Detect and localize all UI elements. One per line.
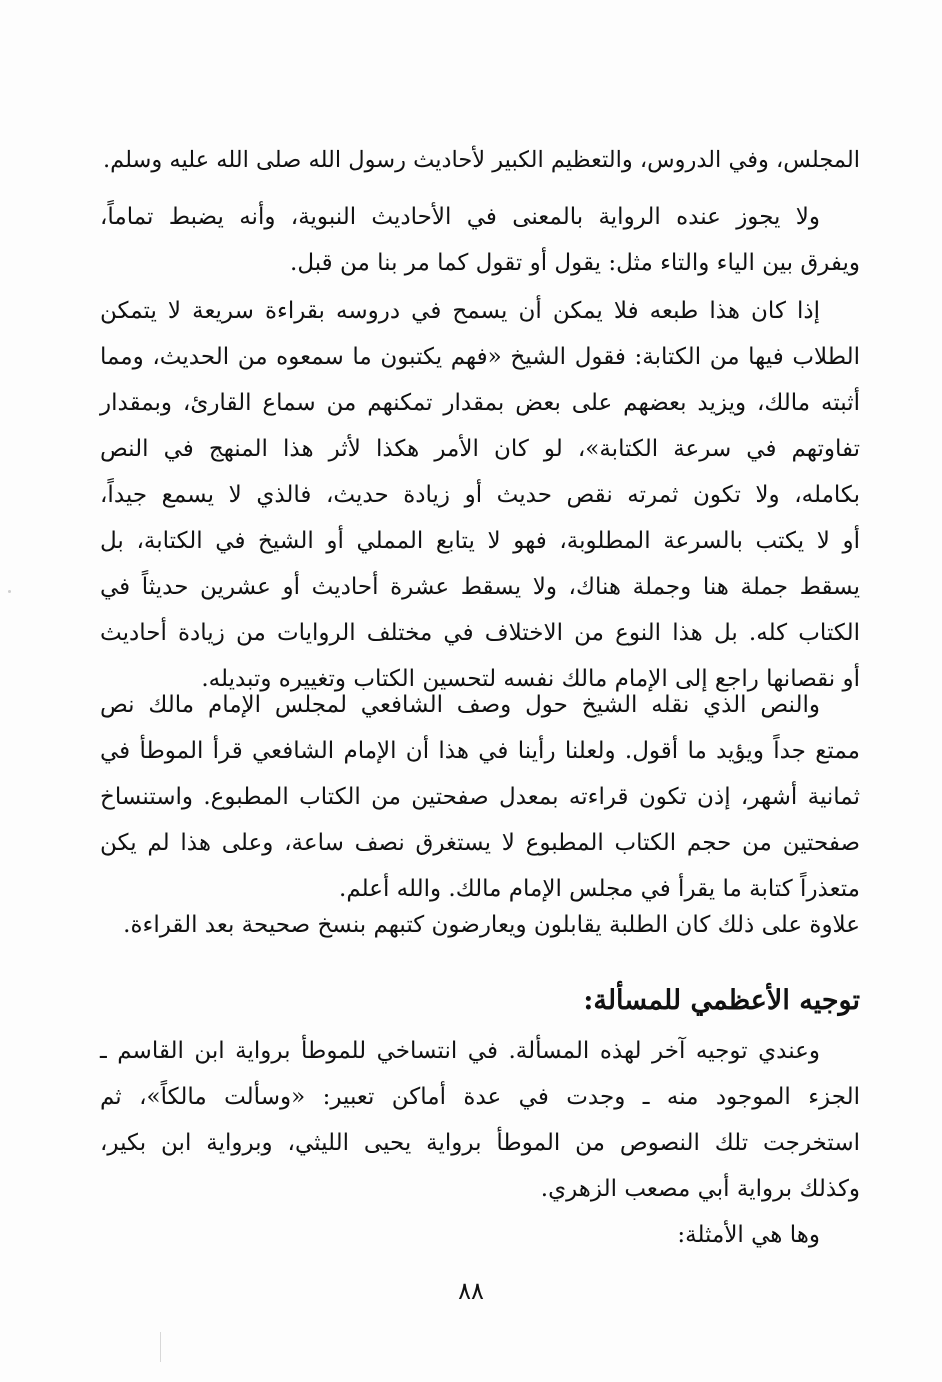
paragraph-azami-view bbox=[100, 1028, 860, 1212]
text-line: المجلس، وفي الدروس، والتعظيم الكبير لأحاديث رسول الله صلى الله عليه وسلم. bbox=[102, 147, 860, 173]
text-line: وها هي الأمثلة: bbox=[677, 1222, 820, 1248]
paragraph-continuation bbox=[100, 137, 860, 183]
text-line: يسقط جملة هنا وجملة هناك، ولا يسقط عشرة أحاديث أو عشرين حديثاً في bbox=[100, 574, 860, 600]
page-number: ٨٨ bbox=[458, 1277, 484, 1305]
text-line: تفاوتهم في سرعة الكتابة»، لو كان الأمر هكذا لأثر هذا المنهج في النص bbox=[100, 436, 860, 462]
text-line: أثبته مالك، ويزيد بعضهم على بعض بمقدار تمكنهم من سماع القارئ، وبمقدار bbox=[100, 390, 860, 416]
text-line: ولا يجوز عنده الرواية بالمعنى في الأحاديث النبوية، وأنه يضبط تماماً، bbox=[100, 204, 820, 230]
text-line: ممتع جداً ويؤيد ما أقول. ولعلنا رأينا في هذا أن الإمام الشافعي قرأ الموطأ في bbox=[100, 738, 860, 764]
text-line: وعندي توجيه آخر لهذه المسألة. في انتساخي للموطأ برواية ابن القاسم ـ bbox=[100, 1038, 820, 1064]
paragraph-collation bbox=[100, 902, 860, 948]
text-line: إذا كان هذا طبعه فلا يمكن أن يسمح في دروسه بقراءة سريعة لا يتمكن bbox=[100, 298, 820, 324]
text-line: استخرجت تلك النصوص من الموطأ برواية يحيى الليثي، وبرواية ابن بكير، bbox=[100, 1130, 860, 1156]
paragraph-shafii-description bbox=[100, 682, 860, 912]
text-line: الطلاب فيها من الكتابة: فقول الشيخ «فهم يكتبون ما سمعوه من الحديث، ومما bbox=[100, 344, 860, 370]
paragraph-examples-intro bbox=[100, 1212, 860, 1258]
paragraph-narration-rule bbox=[100, 194, 860, 286]
text-line: الجزء الموجود منه ـ وجدت في عدة أماكن تعبير: «وسألت مالكاً»، ثم bbox=[100, 1084, 860, 1110]
text-line: والنص الذي نقله الشيخ حول وصف الشافعي لمجلس الإمام مالك نص bbox=[100, 692, 820, 718]
section-heading: توجيه الأعظمي للمسألة: bbox=[583, 985, 860, 1016]
text-line: أو لا يكتب بالسرعة المطلوبة، فهو لا يتابع المملي أو الشيخ في الكتابة، بل bbox=[100, 528, 860, 554]
scan-speck bbox=[8, 590, 11, 593]
paragraph-reading-speed bbox=[100, 288, 860, 702]
text-line: الكتاب كله. بل هذا النوع من الاختلاف في مختلف الروايات من زيادة أحاديث bbox=[100, 620, 860, 646]
text-line: ثمانية أشهر، إذن تكون قراءته بمعدل صفحتين من الكتاب المطبوع. واستنساخ bbox=[100, 784, 860, 810]
text-line: علاوة على ذلك كان الطلبة يقابلون ويعارضون كتبهم بنسخ صحيحة بعد القراءة. bbox=[123, 912, 860, 938]
text-line: متعذراً كتابة ما يقرأ في مجلس الإمام مالك. والله أعلم. bbox=[339, 876, 860, 902]
text-line: ويفرق بين الياء والتاء مثل: يقول أو تقول كما مر بنا من قبل. bbox=[290, 250, 860, 276]
text-line: بكامله، ولا تكون ثمرته نقص حديث أو زيادة حديث، فالذي لا يسمع جيداً، bbox=[100, 482, 860, 508]
text-line: صفحتين من حجم الكتاب المطبوع لا يستغرق نصف ساعة، وعلى هذا لم يكن bbox=[100, 830, 860, 856]
text-line: وكذلك برواية أبي مصعب الزهري. bbox=[540, 1176, 860, 1202]
text-line: أو نقصانها راجع إلى الإمام مالك نفسه لتحسين الكتاب وتغييره وتبديله. bbox=[201, 666, 860, 692]
scan-artifact-line bbox=[160, 1332, 161, 1362]
